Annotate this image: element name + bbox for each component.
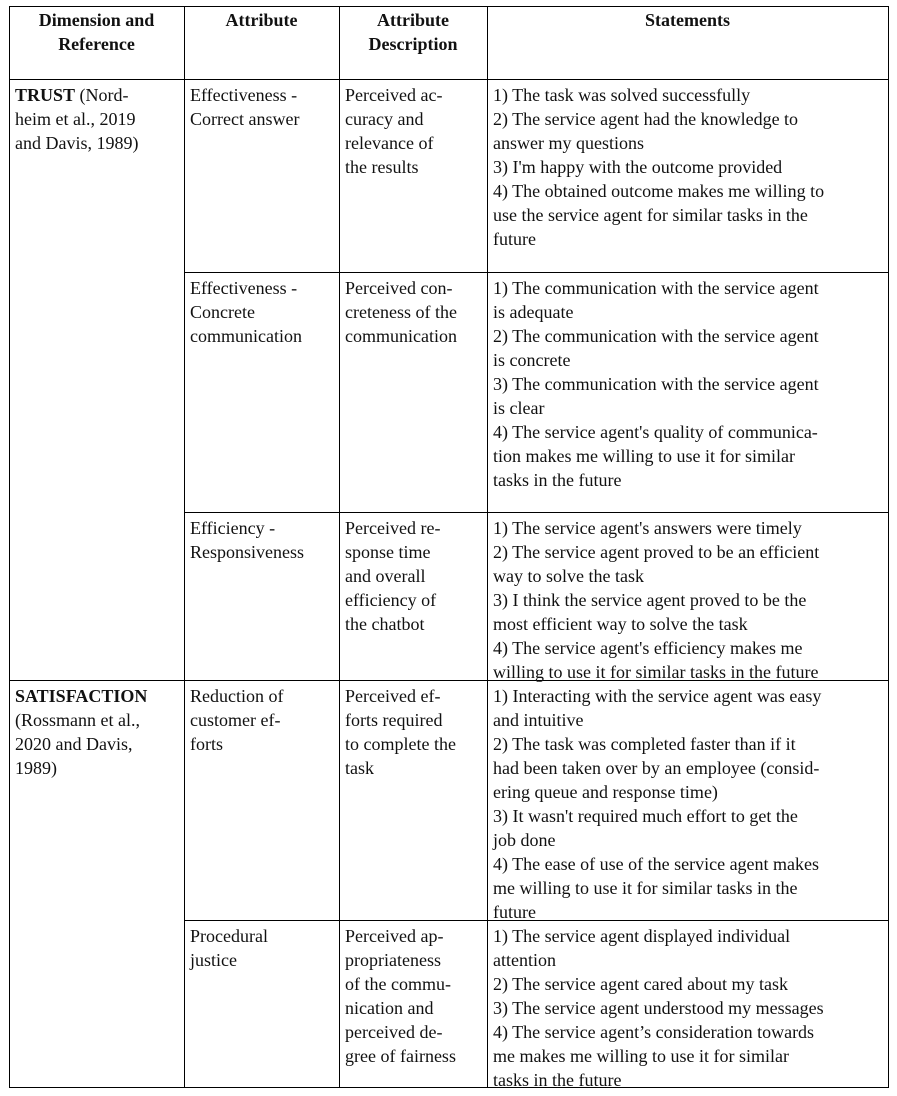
statement-line: most efficient way to solve the task (493, 614, 748, 634)
statement-line: and intuitive (493, 710, 584, 730)
statement-line: 3) The communication with the service agent (493, 374, 819, 394)
description-cell (339, 276, 487, 348)
attribute-line: justice (190, 950, 237, 970)
statement-line: answer my questions (493, 133, 644, 153)
statement-line: 1) The service agent's answers were timely (493, 518, 802, 538)
reference-text: (Nord- (75, 85, 129, 105)
statement-line: 4) The ease of use of the service agent makes (493, 854, 820, 874)
description-cell (339, 83, 487, 179)
statement-line: is concrete (493, 350, 571, 370)
description-cell (339, 924, 487, 1068)
statement-line: me willing to use it for similar tasks in the (493, 878, 798, 898)
attribute-line: Efficiency - (190, 518, 276, 538)
attribute-line: Correct answer (190, 109, 300, 129)
statement-line: 3) I think the service agent proved to be the (493, 590, 807, 610)
statement-line: job done (493, 830, 556, 850)
description-line: curacy and (345, 109, 424, 129)
row-divider (184, 272, 889, 273)
header-statements (487, 8, 888, 32)
statement-line: 3) I'm happy with the outcome provided (493, 157, 783, 177)
attribute-line: communication (190, 326, 302, 346)
statement-line: 1) The communication with the service agent (493, 278, 819, 298)
description-line: to complete the (345, 734, 456, 754)
statement-line: ering queue and response time) (493, 782, 718, 802)
statement-line: me makes me willing to use it for similar (493, 1046, 789, 1066)
dimension-name: TRUST (15, 85, 76, 105)
statement-line: 1) The service agent displayed individual (493, 926, 791, 946)
header-line: Statements (645, 10, 730, 30)
statement-line: 2) The service agent cared about my task (493, 974, 789, 994)
dimension-cell-trust (9, 83, 184, 155)
description-line: Perceived ef- (345, 686, 441, 706)
description-line: the results (345, 157, 419, 177)
statement-line: way to solve the task (493, 566, 644, 586)
description-cell (339, 516, 487, 636)
statement-line: 4) The service agent’s consideration towards (493, 1022, 815, 1042)
header-line: Description (368, 34, 458, 54)
statement-line: tion makes me willing to use it for similar (493, 446, 795, 466)
description-cell (339, 684, 487, 780)
header-line: Attribute (377, 10, 449, 30)
header-line: Reference (58, 34, 135, 54)
description-line: gree of fairness (345, 1046, 456, 1066)
description-line: relevance of (345, 133, 434, 153)
header-line: Attribute (225, 10, 298, 30)
statement-line: willing to use it for similar tasks in the future (493, 662, 819, 682)
description-line: creteness of the (345, 302, 457, 322)
description-line: the chatbot (345, 614, 425, 634)
statement-line: use the service agent for similar tasks in the (493, 205, 808, 225)
statement-line: future (493, 902, 536, 922)
statement-line: 3) It wasn't required much effort to get the (493, 806, 798, 826)
description-line: of the commu- (345, 974, 451, 994)
statement-line: 2) The service agent had the knowledge to (493, 109, 799, 129)
reference-line: heim et al., 2019 (15, 109, 136, 129)
attribute-cell (184, 276, 339, 348)
statement-line: had been taken over by an employee (consid- (493, 758, 820, 778)
statements-cell (487, 684, 888, 924)
table-right-border (888, 6, 889, 1088)
dimension-line (15, 83, 178, 107)
attribute-line: forts (190, 734, 223, 754)
statement-line: 1) Interacting with the service agent was easy (493, 686, 822, 706)
reference-line: and Davis, 1989) (15, 133, 139, 153)
statement-line: 1) The task was solved successfully (493, 85, 751, 105)
statement-line: is clear (493, 398, 545, 418)
header-line: Dimension and (38, 10, 155, 30)
description-line: efficiency of (345, 590, 437, 610)
description-line: sponse time (345, 542, 431, 562)
statement-line: is adequate (493, 302, 574, 322)
header-dimension (9, 8, 184, 56)
header-attribute-description (339, 8, 487, 56)
attribute-line: Effectiveness - (190, 278, 298, 298)
reference-line: (Rossmann et al., (15, 710, 140, 730)
statements-cell (487, 83, 888, 251)
statement-line: future (493, 229, 536, 249)
statement-line: 3) The service agent understood my messages (493, 998, 824, 1018)
dimension-cell-satisfaction (9, 684, 184, 780)
attribute-cell (184, 83, 339, 131)
statement-line: 4) The service agent's efficiency makes me (493, 638, 803, 658)
description-line: perceived de- (345, 1022, 443, 1042)
statements-cell (487, 276, 888, 492)
statement-line: 2) The communication with the service agent (493, 326, 819, 346)
statement-line: tasks in the future (493, 1070, 622, 1090)
attribute-line: Procedural (190, 926, 268, 946)
description-line: Perceived re- (345, 518, 441, 538)
description-line: and overall (345, 566, 426, 586)
attribute-line: Effectiveness - (190, 85, 298, 105)
header-row (9, 8, 889, 78)
header-attribute (184, 8, 339, 32)
table-left-border (9, 6, 10, 1088)
row-divider (184, 512, 889, 513)
description-line: nication and (345, 998, 434, 1018)
attribute-cell (184, 684, 339, 756)
description-line: task (345, 758, 374, 778)
header-divider (9, 79, 889, 80)
attribute-cell (184, 516, 339, 564)
attribute-line: customer ef- (190, 710, 281, 730)
reference-line: 1989) (15, 758, 57, 778)
statement-line: 4) The obtained outcome makes me willing to (493, 181, 825, 201)
attribute-cell (184, 924, 339, 972)
reference-line: 2020 and Davis, (15, 734, 133, 754)
description-line: communication (345, 326, 457, 346)
statement-line: attention (493, 950, 556, 970)
attribute-line: Responsiveness (190, 542, 304, 562)
description-line: Perceived con- (345, 278, 453, 298)
statement-line: tasks in the future (493, 470, 622, 490)
description-line: Perceived ac- (345, 85, 443, 105)
statements-cell (487, 516, 888, 684)
attribute-line: Reduction of (190, 686, 284, 706)
description-line: forts required (345, 710, 443, 730)
dimension-name: SATISFACTION (15, 686, 148, 706)
description-line: propriateness (345, 950, 441, 970)
statements-cell (487, 924, 888, 1092)
statement-line: 4) The service agent's quality of communica- (493, 422, 818, 442)
statement-line: 2) The service agent proved to be an efficient (493, 542, 820, 562)
attribute-line: Concrete (190, 302, 255, 322)
description-line: Perceived ap- (345, 926, 444, 946)
statement-line: 2) The task was completed faster than if it (493, 734, 796, 754)
table-top-border (9, 6, 889, 7)
